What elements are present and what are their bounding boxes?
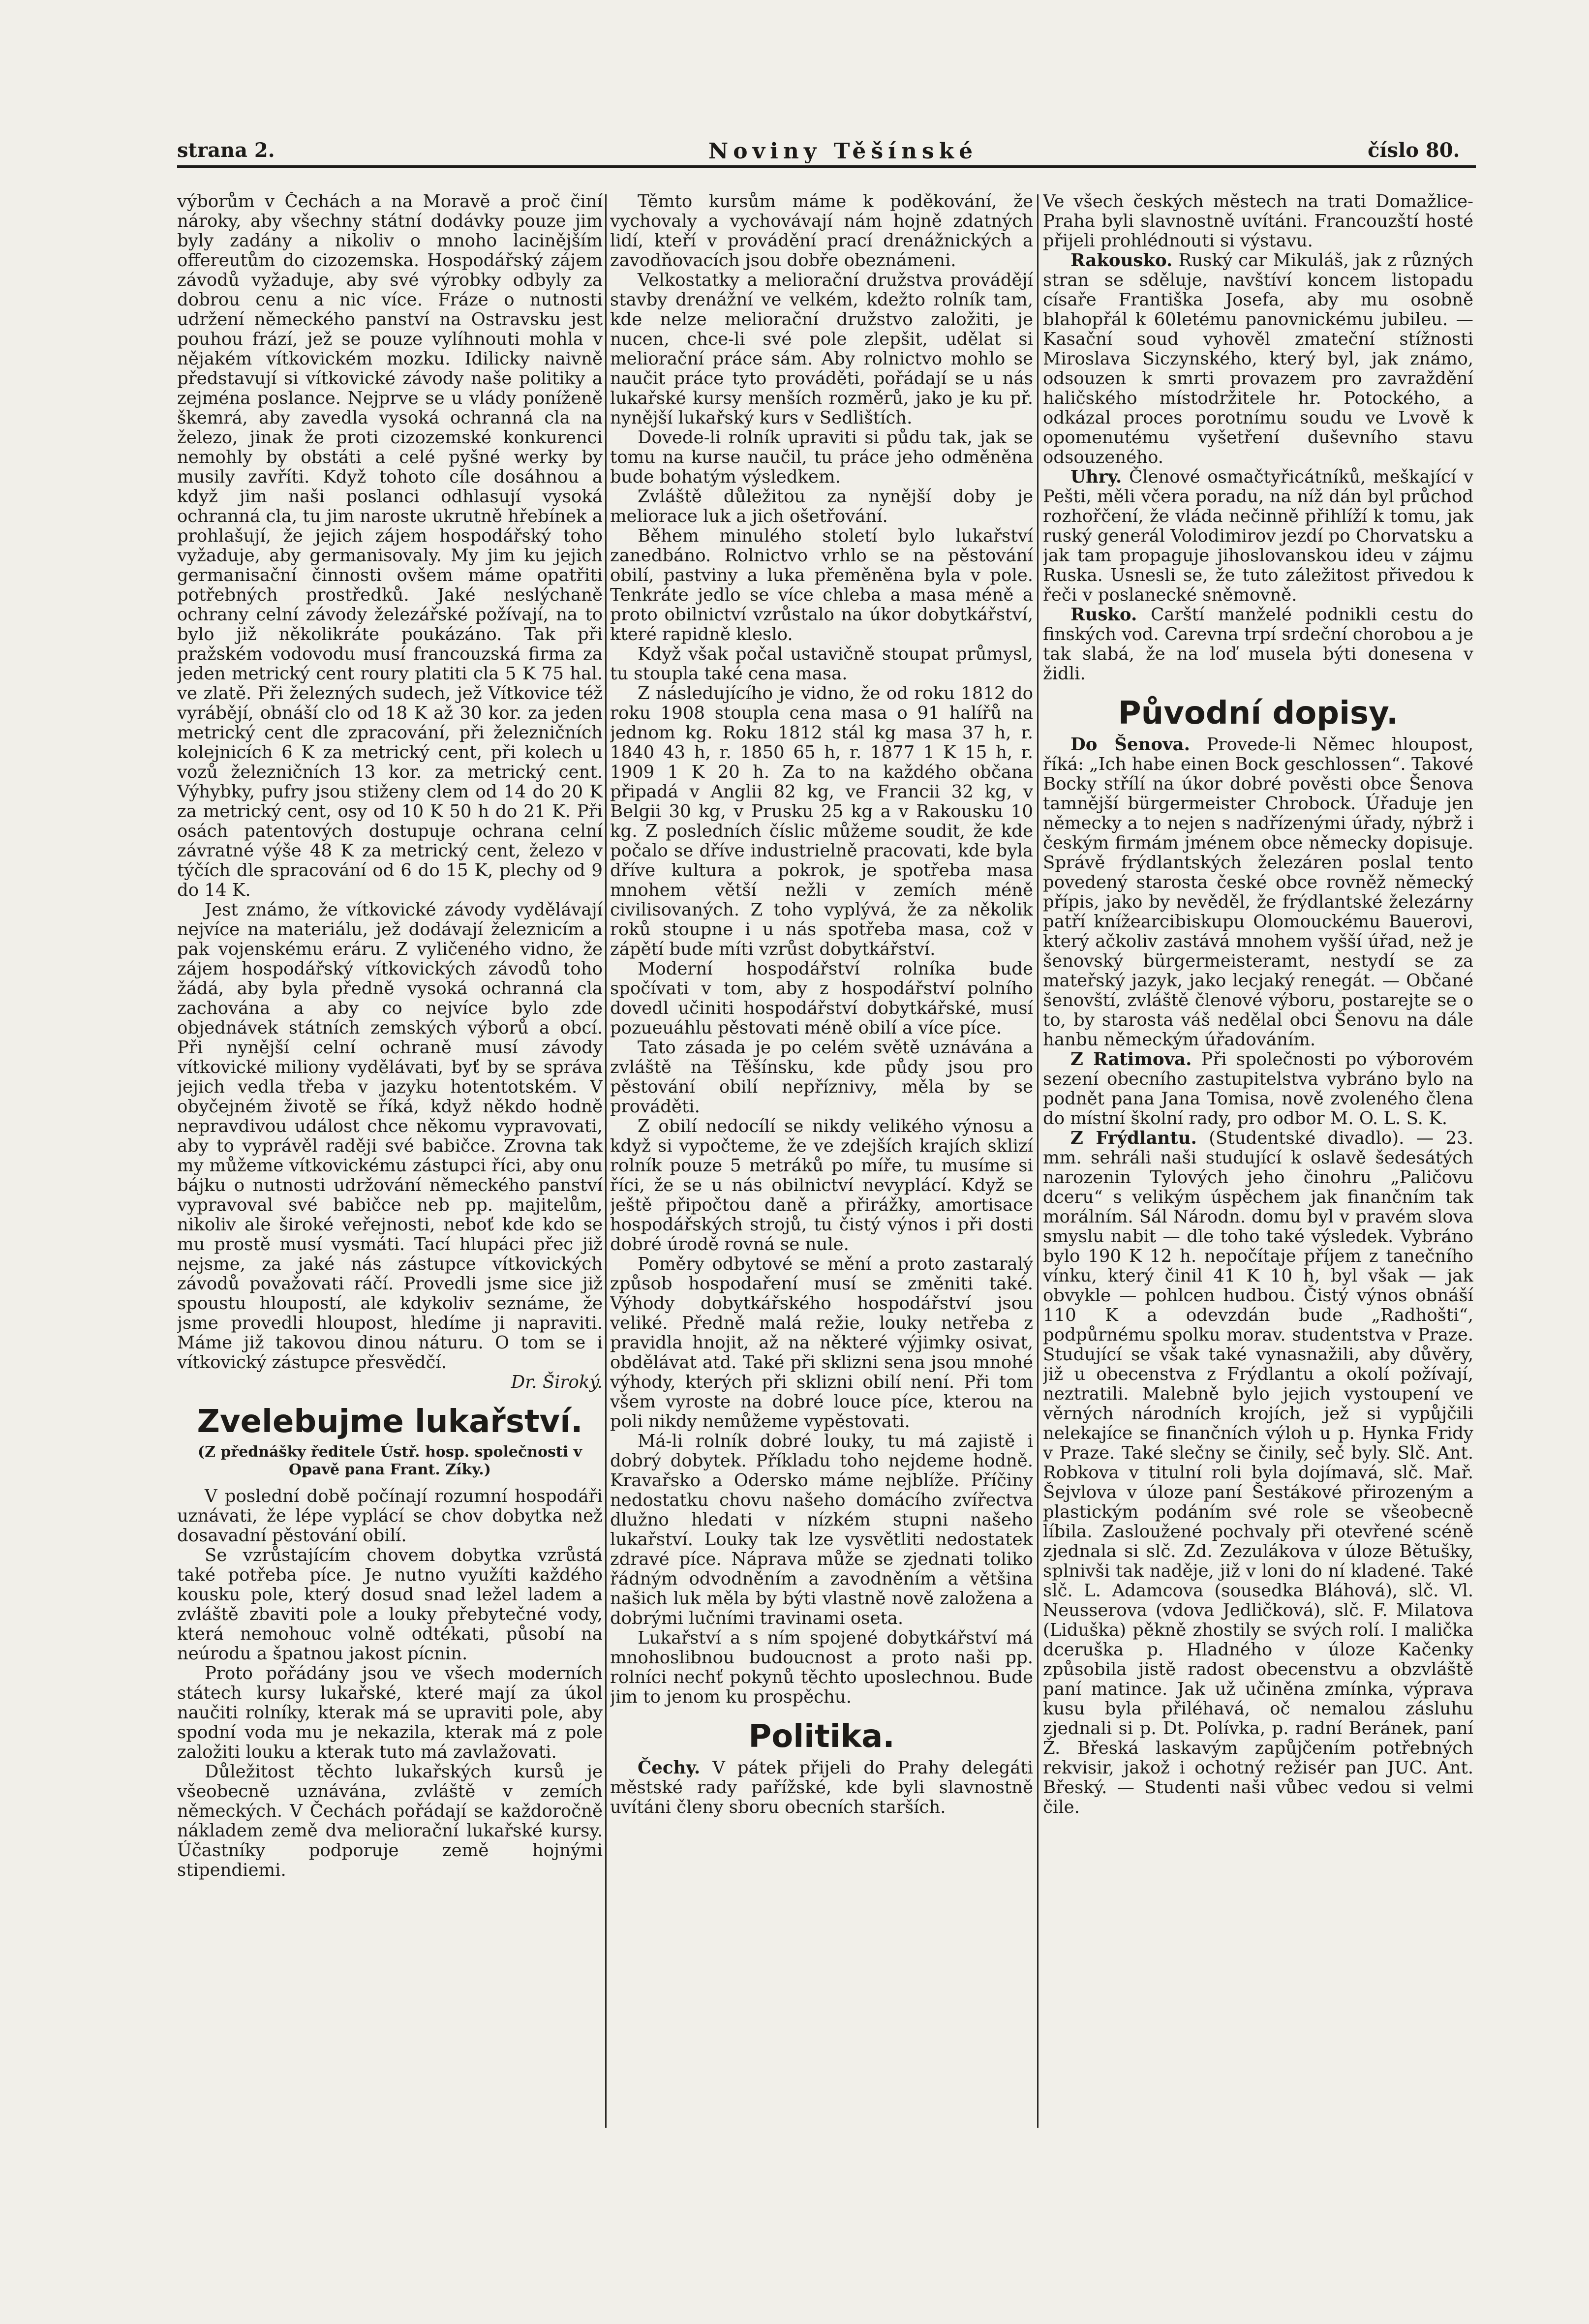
page-number: strana 2. xyxy=(177,139,275,162)
article-paragraph: Dovede-li rolník upraviti si půdu tak, jak se tomu na kurse naučil, tu práce jeho odměněna bude bohatým výsledkem. xyxy=(610,428,1033,487)
section-heading-politika: Politika. xyxy=(748,1718,895,1755)
letter-item xyxy=(1043,735,1473,1050)
column-middle xyxy=(610,192,1033,2160)
column-left xyxy=(177,192,603,2160)
article-paragraph: Těmto kursům máme k poděkování, že vychovaly a vychovávají nám hojně zdatných lidí, kteří v provádění prací drenážnických a zavodňovacích jsou dobře obeznámeni. xyxy=(610,192,1033,271)
article-signature: Dr. Široký. xyxy=(511,1372,603,1392)
article-paragraph: Důležitost těchto lukařských kursů je všeobecně uznávána, zvláště v zemích německých. V Čechách pořádají se každoročně nákladem země dva meliorační lukařské kursy. Účastníky podporuje země hojnými stipendiemi. xyxy=(177,1762,603,1880)
news-item-lead: Rakousko. xyxy=(1070,250,1173,271)
letter-item-text: (Studentské divadlo). — 23. mm. sehráli naši studující k oslavě šedesátých narozenin Tylových jeho činohru „Paličovu dceru“ s velikým úspěchem jak finančním tak morálním. Sál Národn. domu byl v pravém slova smyslu nabit — dle toho také výsledek. Vybráno bylo 190 K 12 h. nepočítaje příjem z tanečního vínku, který činil 41 K 10 h, byl však — jak obvykle — pohlcen hudbou. Čistý výnos obnáší 110 K a odevzdán bude „Radhošti“, podpůrnému spolku morav. studentstva v Praze. Studující se však také vynasnažili, aby důvěry, již u obecenstva z Frýdlantu a okolí požívají, neztratili. Malebně bylo jejich vystoupení ve věrných národních krojích, jež si vypůjčili nelekajíce se finančních výloh u p. Hynka Fridy v Praze. Také slečny se činily, seč byly. Slč. Ant. Robkova v titulní roli byla dojímavá, slč. Mař. Šejvlova v úloze paní Šestákové přirozeným a plastickým podáním své role se všeobecně líbila. Zasloužené pochvaly při otevřené scéně zjednala si slč. Zd. Zezulákova v úloze Bětušky, splnivši tak naděje, již v loni do ní kladené. Také slč. L. Adamcova (sousedka Bláhová), slč. Vl. Neusserova (vdova Jedličková), slč. F. Milatova (Liduška) pěkně zhostily se svých rolí. I malička dceruška p. Hladného v úloze Kačenky způsobila jistě radost obecenstvu a obzvláště paní matince. Jak už učiněna zmínka, výprava kusu byla přiléhavá, oč nemalou zásluhu zjednali si p. Dt. Polívka, p. radní Beránek, paní Ž. Břeská laskavým zapůjčením potřebných rekvisir, jakož i ochotný režisér pan JUC. Ant. Břeský. — Studenti naši vůbec vedou si velmi čile. xyxy=(1043,1128,1473,1817)
news-item-text: V pátek přijeli do Prahy delegáti městské rady pařížské, kde byli slavnostně uvítáni členy sboru obecních starších. xyxy=(610,1758,1033,1817)
letter-item xyxy=(1043,1129,1473,1817)
article-paragraph: Má-li rolník dobré louky, tu má zajistě i dobrý dobytek. Příkladu toho nejdeme hodně. Kravařsko a Odersko máme nejblíže. Příčiny nedostatku chovu našeho domácího zvířectva dlužno hledati v nízkém stupni našeho lukařství. Louky tak lze vysvětliti nedostatek zdravé píce. Náprava může se zjednati toliko řádným odvodněním a zavodněním a většina našich luk měla by býti vlastně nově založena a dobrými lučními travinami oseta. xyxy=(610,1431,1033,1628)
article-paragraph: Poměry odbytové se mění a proto zastaralý způsob hospodaření musí se změniti také. Výhody dobytkářského hospodářství jsou veliké. Předně malá režie, louky netřeba z pravidla hnojit, až na některé výjimky osivat, obdělávat atd. Také při sklizni sena jsou mnohé výhody, kterých při sklizni obilí není. Při tom všem vyroste na dobré louce píce, kterou na poli nikdy nemůžeme vypěstovati. xyxy=(610,1254,1033,1432)
article-paragraph: Během minulého století bylo lukařství zanedbáno. Rolnictvo vrhlo se na pěstování obilí, pastviny a luka přeměněna byla v pole. Tenkráte jedlo se více chleba a masa méně a proto obilnictví vzrůstalo na úkor dobytkářství, které rapidně kleslo. xyxy=(610,526,1033,644)
article-paragraph: V poslední době počínají rozumní hospodáři uznávati, že lépe vyplácí se chov dobytka než dosavadní pěstování obilí. xyxy=(177,1486,603,1546)
article-paragraph: Z obilí nedocílí se nikdy velikého výnosu a když si vypočteme, že ve zdejších krajích sklizí rolník pouze 5 metráků po míře, tu musíme si říci, že se u nás obilnictví nevyplácí. Když se ještě připočtou daně a přirážky, amortisace hospodářských strojů, tu čistý výnos i při dosti dobré úrodě rovná se nule. xyxy=(610,1116,1033,1254)
news-item-lead: Uhry. xyxy=(1070,467,1122,487)
news-item-text: Carští manželé podnikli cestu do finských vod. Carevna trpí srdeční chorobou a je tak slabá, že na loď musela býti donesena v židli. xyxy=(1043,605,1473,684)
article-continuation-text: výborům v Čechách a na Moravě a proč činí nároky, aby všechny státní dodávky pouze jim byly zadány a nikoliv o mnoho lacinějším offereutům do cizozemska. Hospodářský zájem závodů vyžaduje, aby své výrobky odbyly za dobrou cenu a nic více. Fráze o nutnosti udržení německého panství na Ostravsku jest pouhou frází, jež se pouze vylíhnouti mohla v nějakém vítkovickém mozku. Idilicky naivně představují si vítkovické závody naše politiky a zejména poslance. Nejprve se u vlády poníženě škemrá, aby zavedla vysoká ochranná cla na železo, jinak že proti cizozemské konkurenci nemohly by obstáti a celé pyšné werky by musily zavříti. Když tohoto cíle dosáhnou a když jim naši poslanci odhlasují vysoká ochranná cla, tu jim naroste ukrutně hřebínek a prohlašují, že jejich zájem hospodářský toho vyžaduje, aby germanisovaly. My jim ku jejich germanisační činnosti ovšem máme opatřiti potřebných prostředků. Jaké neslýchaně ochrany celní závody železářské požívají, na to bylo již několikráte poukázáno. Tak při pražském vodovodu musí francouzská firma za jeden metrický cent roury platiti cla 5 K 75 hal. ve zlatě. Při železných sudech, jež Vítkovice též vyrábějí, obnáší clo od 18 K až 30 kor. za jeden metrický cent dle zpracování, při železničních kolejnicích 6 K za metrický cent, při kolech u vozů železničních 13 kor. za metrický cent. Výhybky, pufry jsou stiženy clem od 14 do 20 K za metrický cent, osy od 10 K 50 h do 21 K. Při osách patentových dostupuje ochrana celní závratné výše 48 K za metrický cent, železo v týčích dle spracování od 6 do 15 K, plechy od 9 do 14 K. xyxy=(177,192,603,900)
news-item-lead: Čechy. xyxy=(638,1758,701,1778)
masthead-title: Noviny Těšínské xyxy=(708,139,978,164)
header-rule xyxy=(177,165,1476,168)
news-item-text: Členové osmačtyřicátníků, meškající v Pešti, měli včera poradu, na níž dán byl průchod rozhořčení, že vláda nečinně přihlíží k tomu, jak ruský generál Volodimirov jezdí po Chorvatsku a jak tam propaguje jihoslovanskou ideu v zájmu Ruska. Usnesli se, že tuto záležitost přivedou k řeči v poslanecké sněmovně. xyxy=(1043,467,1473,605)
news-item-text: Ruský car Mikuláš, jak z různých stran se sděluje, navštíví koncem listopadu císaře Františka Josefa, aby mu osobně blahopřál k 60letému panovnickému jubileu. — Kasační soud vyhověl zmateční stížnosti Miroslava Siczynského, který byl, jak známo, odsouzen k smrti provazem pro zavraždění haličského místodržitele hr. Potockého, a odkázal proces porotnímu soudu ve Lvově k opomenutému vyšetření duševního stavu odsouzeného. xyxy=(1043,250,1473,467)
news-item xyxy=(1043,467,1473,605)
article-subheading: (Z přednášky ředitele Ústř. hosp. společnosti v Opavě pana Frant. Zíky.) xyxy=(197,1443,582,1478)
column-divider-2 xyxy=(1037,194,1039,2128)
letter-item-lead: Z Ratimova. xyxy=(1070,1049,1192,1070)
article-paragraph: Zvláště důležitou za nynější doby je meliorace luk a jich ošetřování. xyxy=(610,487,1033,526)
article-paragraph: Lukařství a s ním spojené dobytkářství má mnohoslibnou budoucnost a proto naši pp. rolníci nechť pokynů těchto uposlechnou. Bude jim to jenom ku prospěchu. xyxy=(610,1628,1033,1707)
article-paragraph: Jest známo, že vítkovické závody vydělávají nejvíce na materiálu, jež dodávají železnicím a pak vojenskému eráru. Z vyličeného vidno, že zájem hospodářský vítkovických závodů toho žádá, aby byla předně vysoká ochranná cla zachována a aby co nejvíce bylo zde objednávek státních zemských výborů a obcí. Při nynější celní ochraně musí závody vítkovické miliony vydělávati, byť by se správa jejich vedla třeba v jazyku hotentotském. V obyčejném životě se říká, když někdo hodně nepravdivou událost chce někomu vypravovati, aby to vyprávěl raději své babičce. Zrovna tak my můžeme vítkovickému zástupci říci, aby onu bájku o nutnosti udržování německého panství vypravoval své babičce neb pp. majitelům, nikoliv ale široké veřejnosti, neboť kde kdo se mu prostě musí vysmáti. Tací hlupáci přec již nejsme, za jaké nás zástupce vítkovických závodů považovati ráčí. Provedli jsme sice již spoustu hloupostí, ale kdykoliv seznáme, že jsme provedli hloupost, hledíme ji napraviti. Máme již takovou dinou náturu. O tom se i vítkovický zástupce přesvědčí. xyxy=(177,900,603,1373)
column-right xyxy=(1043,192,1473,2160)
section-heading-puvodni-dopisy: Původní dopisy. xyxy=(1118,695,1399,732)
news-item-continuation: Ve všech českých městech na trati Domažlice-Praha byli slavnostně uvítáni. Francouzští hosté přijeli prohlédnouti si výstavu. xyxy=(1043,192,1473,251)
news-item-lead: Rusko. xyxy=(1070,605,1137,625)
news-item xyxy=(1043,605,1473,684)
news-item xyxy=(610,1758,1033,1817)
article-paragraph: Z následujícího je vidno, že od roku 1812 do roku 1908 stoupla cena masa o 91 halířů na jednom kg. Roku 1812 stál kg masa 37 h, r. 1840 43 h, r. 1850 65 h, r. 1877 1 K 15 h, r. 1909 1 K 20 h. Za to na každého občana připadá v Anglii 82 kg, ve Francii 32 kg, v Belgii 30 kg, v Prusku 25 kg a v Rakousku 10 kg. Z posledních číslic můžeme soudit, že kde počalo se dříve industrielně pracovati, kde byla dříve kultura a pokrok, je spotřeba masa mnohem větší nežli v zemích méně civilisovaných. Z toho vyplývá, že za několik roků stoupne i u nás spotřeba masa, což v zápětí bude míti vzrůst dobytkářství. xyxy=(610,683,1033,959)
letter-item-lead: Z Frýdlantu. xyxy=(1070,1128,1197,1148)
article-paragraph: Se vzrůstajícím chovem dobytka vzrůstá také potřeba píce. Je nutno využíti každého kousku pole, který dosud snad ležel ladem a zvláště zbaviti pole a louky přebytečné vody, která nemohouc volně odtékati, působí na neúrodu a špatnou jakost pícnin. xyxy=(177,1545,603,1664)
article-paragraph: Tato zásada je po celém světě uznávána a zvláště na Těšínsku, kde půdy jsou pro pěstování obilí nepříznivy, měla by se prováděti. xyxy=(610,1038,1033,1117)
letter-item-lead: Do Šenova. xyxy=(1070,734,1191,755)
letter-item-text: Provede-li Němec hloupost, říká: „Ich habe einen Bock geschlossen“. Takové Bocky střílí na úkor dobré pověsti obce Šenova tamnější bürgermeister Chrobock. Úřaduje jen německy a to nejen s nadřízenými úřady, nýbrž i českým firmám jménem obce německy dopisuje. Správě frýdlantských železáren poslal tento povedený starosta české obce rovněž německý přípis, jako by nevěděl, že frýdlantské železárny patří knížearcibiskupu Olomouckému Bauerovi, který ačkoliv zastává mnohem vyšší úřad, než je šenovský bürgermeisteramt, nestydí se za mateřský jazyk, jako lecjaký renegát. — Občané šenovští, zvláště členové výboru, postarejte se o to, by starosta váš nedělal obci Šenovu na dále hanbu německým úřadováním. xyxy=(1043,734,1473,1050)
column-divider-1 xyxy=(605,194,607,2128)
news-item xyxy=(1043,251,1473,467)
issue-number: číslo 80. xyxy=(1368,139,1460,162)
article-paragraph: Velkostatky a meliorační družstva provádějí stavby drenážní ve velkém, kdežto rolník tam, kde nelze meliorační družstvo založiti, je nucen, chce-li své pole zlepšit, udělat si meliorační práce sám. Aby rolnictvo mohlo se naučit práce tyto prováděti, pořádají se u nás lukařské kursy menších rozměrů, jako je ku př. nynější lukařský kurs v Sedlištích. xyxy=(610,270,1033,428)
article-paragraph: Když však počal ustavičně stoupat průmysl, tu stoupla také cena masa. xyxy=(610,644,1033,684)
article-paragraph: Proto pořádány jsou ve všech moderních státech kursy lukařské, které mají za úkol naučiti rolníky, kterak má se upraviti pole, aby spodní voda mu je nekazila, kterak má z pole založiti louku a kterak tuto má zavlažovati. xyxy=(177,1663,603,1762)
article-paragraph: Moderní hospodářství rolníka bude spočívati v tom, aby z hospodářství polního dovedl učiniti hospodářství dobytkářské, musí pozueuáhlu pěstovati méně obilí a více píce. xyxy=(610,959,1033,1038)
article-heading-lukarstvi: Zvelebujme lukařství. xyxy=(197,1404,583,1440)
letter-item xyxy=(1043,1050,1473,1129)
letter-item-text: Při společnosti po výborovém sezení obecního zastupitelstva vybráno bylo na podnět pana Jana Tomisa, nově zvoleného člena do místní školní rady, pro odbor M. O. L. S. K. xyxy=(1043,1049,1473,1129)
